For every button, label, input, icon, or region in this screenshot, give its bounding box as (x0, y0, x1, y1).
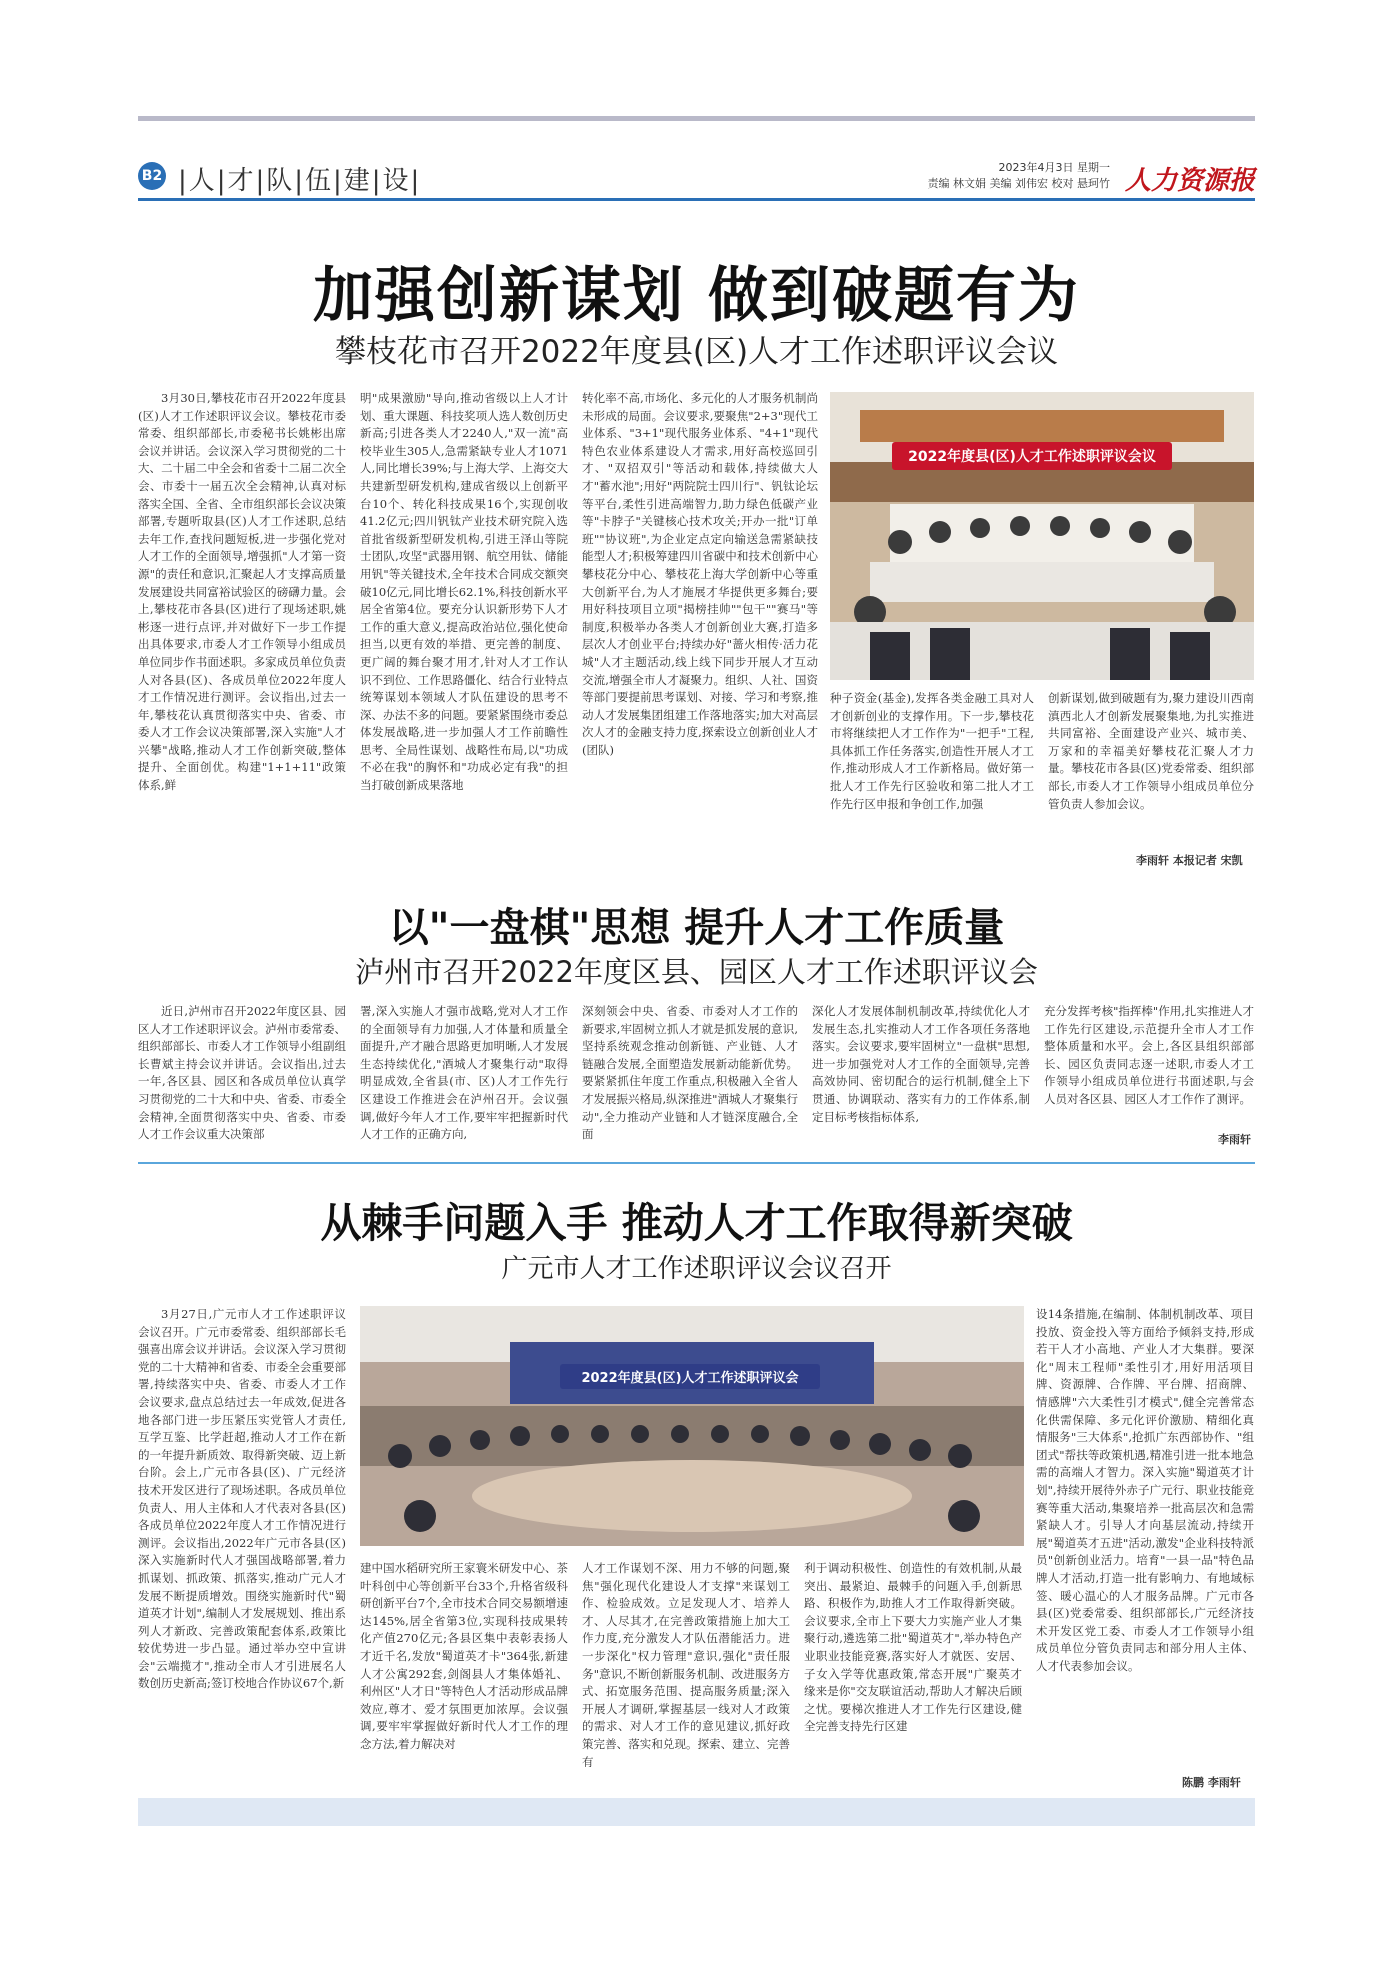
article3-byline: 陈鹏 李雨轩 (1182, 1776, 1241, 1789)
bottom-decor-band (138, 1798, 1255, 1826)
newspaper-logo: 人力资源报 (1124, 166, 1255, 196)
article2-col3: 深刻领会中央、省委、市委对人才工作的新要求,牢固树立抓人才就是抓发展的意识,坚持系统观念推动创新链、产业链、人才链融合发展,全面塑造发展新动能新优势。要紧紧抓住年度工作重点,积极融入全省人才发展振兴格局,纵深推进"酒城人才聚集行动",全力推动产业链和人才链深度融合,全面 (582, 1004, 798, 1142)
article1-col1: 3月30日,攀枝花市召开2022年度县(区)人才工作述职评议会议。攀枝花市委常委、组织部部长,市委秘书长姚彬出席会议并讲话。会议深入学习贯彻党的二十大、二十届二中全会和省委十二届二次全会、市委十一届五次全会精神,认真对标落实全国、全省、全市组织部长会议决策部署,专题听取县(区)人才工作述职,总结去年工作,查找问题短板,进一步强化党对人才工作的全面领导,增强抓"人才第一资源"的责任和意识,汇聚起人才支撑高质量发展建设共同富裕试验区的磅礴力量。会上,攀枝花市各县(区)进行了现场述职,姚彬逐一进行点评,并对做好下一步工作提出具体要求,市委人才工作领导小组成员单位同步作书面述职。多家成员单位负责人对各县(区)、各成员单位2022年度人才工作情况进行测评。会议指出,过去一年,攀枝花认真贯彻落实中央、省委、市委人才工作会议决策部署,深入实施"人才兴攀"战略,推动人才工作创新突破,整体提升、全面创优。构建"1+1+11"政策体系,鲜 (138, 391, 346, 793)
issue-date: 2023年4月3日 星期一 (998, 161, 1110, 174)
article-separator (138, 1162, 1255, 1164)
meeting-photo-2 (360, 1306, 1024, 1546)
article2-col1: 近日,泸州市召开2022年度区县、园区人才工作述职评议会。泸州市委常委、组织部部长、市委人才工作领导小组副组长曹斌主持会议并讲话。会议指出,过去一年,各区县、园区和各成员单位认真学习贯彻党的二十大和中央、省委、市委全会精神,全面贯彻落实中央、省委、市委人才工作会议重大决策部 (138, 1004, 346, 1142)
article3-photo-banner: 2022年度县(区)人才工作述职评议会 (560, 1364, 820, 1389)
article3-col1: 3月27日,广元市人才工作述职评议会议召开。广元市委常委、组织部部长毛强喜出席会议并讲话。会议深入学习贯彻党的二十大精神和省委、市委全会重要部署,持续落实中央、省委、市委人才工作会议要求,盘点总结过去一年成效,促进各地各部门进一步压紧压实党管人才责任,互学互鉴、比学赶超,推动人才工作在新的一年提升新质效、取得新突破、迈上新台阶。会上,广元市各县(区)、广元经济技术开发区进行了现场述职。各成员单位负责人、用人主体和人才代表对各县(区)各成员单位2022年度人才工作情况进行测评。会议指出,2022年广元市各县(区)深入实施新时代人才强国战略部署,着力抓谋划、抓政策、抓落实,推动广元人才发展不断提质增效。围绕实施新时代"蜀道英才计划",编制人才发展规划、推出系列人才新政、完善政策配套体系,政策比较优势进一步凸显。通过举办空中宣讲会"云端揽才",推动全市人才引进展名人数创历史新高;签订校地合作协议67个,新 (138, 1307, 346, 1691)
article2-title: 以"一盘棋"思想 提升人才工作质量 (388, 905, 1005, 951)
article1-col5: 创新谋划,做到破题有为,聚力建设川西南滇西北人才创新发展聚集地,为扎实推进共同富裕、全面建设产业兴、城市美、万家和的幸福美好攀枝花汇聚人才力量。攀枝花市各县(区)党委常委、组织部部长,市委人才工作领导小组成员单位分管负责人参加会议。 (1048, 691, 1254, 811)
article1-col3: 转化率不高,市场化、多元化的人才服务机制尚未形成的局面。会议要求,要聚焦"2+3"现代工业体系、"3+1"现代服务业体系、"4+1"现代特色农业体系建设人才需求,用好高校巡回引才、"双招双引"等活动和载体,持续做大人才"蓄水池";用好"两院院士四川行"、钒钛论坛等平台,柔性引进高端智力,助力绿色低碳产业等"卡脖子"关键核心技术攻关;开办一批"订单班""协议班",为企业定点定向输送急需紧缺技能型人才;积极筹建四川省碳中和技术创新中心攀枝花分中心、攀枝花上海大学创新中心等重大创新平台,为人才施展才华提供更多舞台;要用好科技项目立项"揭榜挂帅""包干""赛马"等制度,积极举办各类人才创新创业大赛,打造多层次人才创业平台;持续办好"蔷火相传·活力花城"人才主题活动,线上线下同步开展人才互动交流,增强全市人才凝聚力。组织、人社、国资等部门要提前思考谋划、对接、学习和考察,推动人才发展集团组建工作落地落实;加大对高层次人才的金融支持力度,探索设立创新创业人才(团队) (582, 391, 818, 757)
article2-byline: 李雨轩 (1218, 1133, 1251, 1146)
article3-col5: 设14条措施,在编制、体制机制改革、项目投放、资金投入等方面给予倾斜支持,形成若干人才小高地、产业人才大集群。要深化"周末工程师"柔性引才,用好用活项目牌、资源牌、合作牌、平台牌、招商牌、情感牌"六大柔性引才模式",健全完善常态化供需保障、多元化评价激励、精细化真情服务"三大体系",抢抓广东西部协作、"组团式"帮扶等政策机遇,精准引进一批本地急需的高端人才智力。深入实施"蜀道英才计划",持续开展待外赤子广元行、职业技能竞赛等重大活动,集聚培养一批高层次和急需紧缺人才。引导人才向基层流动,持续开展"蜀道英才五进"活动,激发"企业科技特派员"创新创业活力。培育"一县一品"特色品牌人才活动,打造一批有影响力、有地域标签、暖心温心的人才服务品牌。广元市各县(区)党委常委、组织部部长,广元经济技术开发区党工委、市委人才工作领导小组成员单位分管负责同志和部分用人主体、人才代表参加会议。 (1036, 1307, 1254, 1673)
article1-byline: 李雨轩 本报记者 宋凯 (1136, 854, 1243, 867)
article3-subtitle: 广元市人才工作述职评议会议召开 (501, 1254, 892, 1284)
article1-photo (830, 392, 1254, 680)
article1-col4: 种子资金(基金),发挥各类金融工具对人才创新创业的支撑作用。下一步,攀枝花市将继续把人才工作作为"一把手"工程,具体抓工作任务落实,创造性开展人才工作,推动形成人才工作新格局。做好第一批人才工作先行区验收和第二批人才工作先行区申报和争创工作,加强 (830, 691, 1034, 811)
page-header (138, 160, 1255, 194)
article3-title: 从棘手问题入手 推动人才工作取得新突破 (320, 1199, 1073, 1247)
article3-col4: 利于调动积极性、创造性的有效机制,从最突出、最紧迫、最棘手的问题入手,创新思路、积极作为,助推人才工作取得新突破。会议要求,全市上下要大力实施产业人才集聚行动,遴选第二批"蜀道英才",举办特色产业职业技能竞赛,落实好人才就医、安居、子女入学等优惠政策,常态开展"广聚英才 缘来是你"交友联谊活动,帮助人才解决后顾之忧。要梯次推进人才工作先行区建设,健全完善支持先行区建 (804, 1561, 1022, 1734)
article1-col2: 明"成果激励"导向,推动省级以上人才计划、重大课题、科技奖项人选人数创历史新高;引进各类人才2240人,"双一流"高校毕业生305人,急需紧缺专业人才1071人,同比增长39%;与上海大学、上海交大共建新型研发机构,建成省级以上创新平台10个、转化科技成果16个,实现创收41.2亿元;四川钒钛产业技术研究院入选首批省级新型研发机构,引进王泽山等院士团队,攻坚"武器用钢、航空用钛、储能用钒"等关键技术,全年技术合同成交额突破10亿元,同比增长62.1%,科技创新水平居全省第4位。要充分认识新形势下人才工作的重大意义,提高政治站位,强化使命担当,以更有效的举措、更完善的制度、更广阔的舞台聚才用才,针对人才工作认识不到位、工作思路僵化、结合行业特点统筹谋划本领域人才队伍建设的思考不深、办法不多的问题。要紧紧围绕市委总体发展战略,进一步加强人才工作前瞻性思考、全局性谋划、战略性布局,以"功成不必在我"的胸怀和"功成必定有我"的担当打破创新成果落地 (360, 391, 568, 793)
article2-col4: 深化人才发展体制机制改革,持续优化人才发展生态,扎实推动人才工作各项任务落地落实。会议要求,要牢固树立"一盘棋"思想,进一步加强党对人才工作的全面领导,完善高效协同、密切配合的运行机制,健全上下贯通、协调联动、落实有力的工作体系,制定目标考核指标体系, (812, 1004, 1030, 1124)
staff-credits: 责编 林文娟 美编 刘伟宏 校对 悬珂竹 (927, 177, 1110, 190)
page-badge: B2 (138, 162, 166, 190)
article1-photo-banner: 2022年度县(区)人才工作述职评议会议 (892, 442, 1172, 470)
header-rule (138, 198, 1255, 201)
article1-subtitle: 攀枝花市召开2022年度县(区)人才工作述职评议会议 (334, 334, 1059, 370)
article3-col3: 人才工作谋划不深、用力不够的问题,聚焦"强化现代化建设人才支撑"来谋划工作、检验成效。立足发现人才、培养人才、人尽其才,在完善政策措施上加大工作力度,充分激发人才队伍潜能活力。进一步深化"权力管理"意识,强化"责任服务"意识,不断创新服务机制、改进服务方式、拓宽服务范围、提高服务质量;深入开展人才调研,掌握基层一线对人才政策的需求、对人才工作的意见建议,抓好政策完善、落实和兑现。探索、建立、完善有 (582, 1561, 790, 1769)
meeting-photo-1 (830, 392, 1254, 680)
article3-photo (360, 1306, 1024, 1546)
article3-col2: 建中国水稻研究所王家寰米研发中心、茶叶科创中心等创新平台33个,升格省级科研创新平台7个,全市技术合同交易额增速达145%,居全省第3位,实现科技成果转化产值270亿元;各县区集中表彰表扬人才近千名,发放"蜀道英才卡"364张,新建人才公寓292套,剑阁县人才集体婚礼、利州区"人才日"等特色人才活动形成品牌效应,尊才、爱才氛围更加浓厚。会议强调,要牢牢掌握做好新时代人才工作的理念方法,着力解决对 (360, 1561, 568, 1751)
top-decor-bar (138, 116, 1255, 121)
section-title: |人|才|队|伍|建|设| (178, 166, 422, 196)
article2-subtitle: 泸州市召开2022年度区县、园区人才工作述职评议会 (355, 955, 1038, 989)
article1-title: 加强创新谋划 做到破题有为 (313, 261, 1080, 331)
article2-col5: 充分发挥考核"指挥棒"作用,扎实推进人才工作先行区建设,示范提升全市人才工作整体质量和水平。会上,各区县组织部部长、园区负责同志逐一述职,市委人才工作领导小组成员单位进行书面述职,与会人员对各区县、园区人才工作作了测评。 (1044, 1004, 1254, 1106)
header-meta (928, 160, 1110, 192)
article2-col2: 署,深入实施人才强市战略,党对人才工作的全面领导有力加强,人才体量和质量全面提升,产才融合思路更加明晰,人才发展生态持续优化,"酒城人才聚集行动"取得明显成效,全省县(市、区)人才工作先行区建设工作推进会在泸州召开。会议强调,做好今年人才工作,要牢牢把握新时代人才工作的正确方向, (360, 1004, 568, 1142)
